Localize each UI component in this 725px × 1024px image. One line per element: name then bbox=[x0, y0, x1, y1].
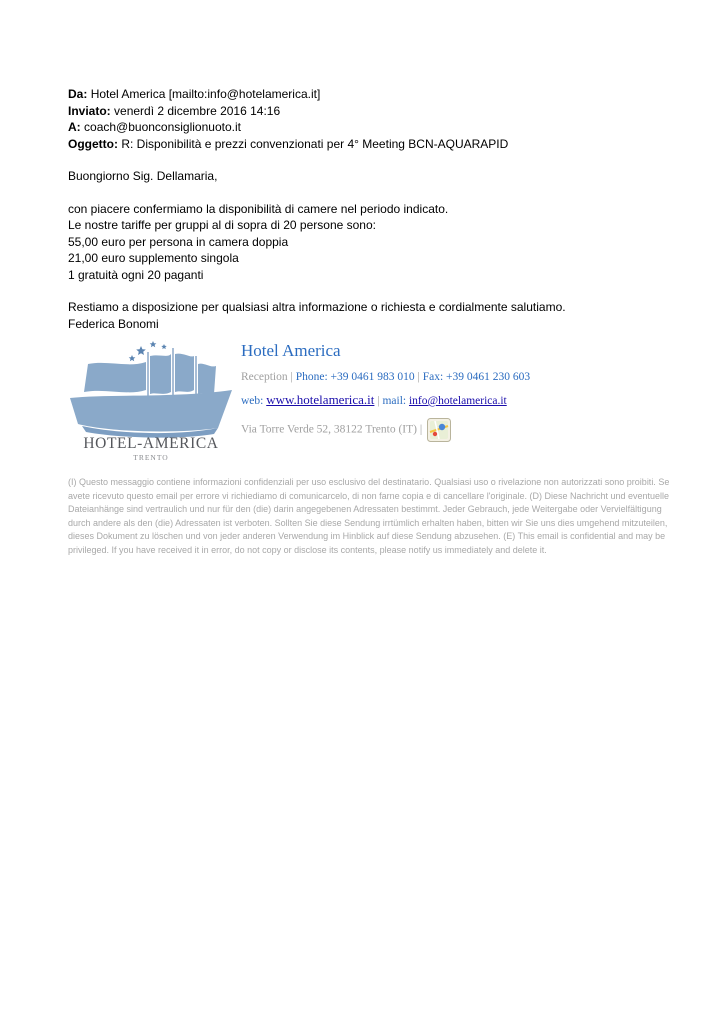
fax: Fax: +39 0461 230 603 bbox=[422, 371, 531, 383]
hotel-name: Hotel America bbox=[241, 341, 341, 360]
contact-line bbox=[241, 370, 530, 384]
reception-label: Reception bbox=[241, 371, 288, 383]
to-label: A: bbox=[68, 120, 81, 134]
hotel-logo bbox=[68, 338, 234, 462]
separator: | bbox=[377, 395, 380, 407]
subject-value: R: Disponibilità e prezzi convenzionati per 4° Meeting BCN-AQUARAPID bbox=[121, 136, 509, 151]
email-body bbox=[68, 168, 688, 332]
body-line: con piacere confermiamo la disponibilità di camere nel periodo indicato. bbox=[68, 201, 449, 216]
body-line: 21,00 euro supplemento singola bbox=[68, 251, 239, 265]
logo-text: HOTEL-AMERICA bbox=[83, 435, 219, 452]
email-signature bbox=[68, 338, 688, 466]
from-label: Da: bbox=[68, 87, 88, 101]
body-line: 1 gratuità ogni 20 paganti bbox=[68, 267, 204, 282]
separator: | bbox=[419, 423, 423, 436]
to-value[interactable]: coach@buonconsiglionuoto.it bbox=[84, 120, 241, 134]
address: Via Torre Verde 52, 38122 Trento (IT) bbox=[241, 423, 417, 436]
address-line bbox=[241, 418, 530, 442]
sent-label: Inviato: bbox=[68, 103, 111, 118]
closing: Restiamo a disposizione per qualsiasi altra informazione o richiesta e cordialmente salutiamo. bbox=[68, 300, 566, 314]
separator: | bbox=[290, 371, 293, 383]
body-line: 55,00 euro per persona in camera doppia bbox=[68, 234, 289, 249]
map-icon[interactable] bbox=[427, 418, 451, 442]
signature-info bbox=[241, 340, 530, 442]
body-line: Le nostre tariffe per gruppi al di sopra di 20 persone sono: bbox=[68, 218, 376, 232]
web-line bbox=[241, 393, 530, 408]
subject-label: Oggetto: bbox=[68, 136, 118, 151]
sent-value: venerdì 2 dicembre 2016 14:16 bbox=[114, 103, 281, 118]
from-value[interactable]: Hotel America [mailto:info@hotelamerica.it] bbox=[90, 87, 321, 101]
mail-label: mail: bbox=[382, 395, 407, 407]
from-line bbox=[68, 86, 688, 103]
email-header bbox=[68, 86, 688, 152]
greeting: Buongiorno Sig. Dellamaria, bbox=[68, 169, 218, 183]
phone[interactable]: Phone: +39 0461 983 010 bbox=[295, 371, 415, 383]
web-label: web: bbox=[241, 395, 264, 407]
web-link[interactable]: www.hotelamerica.it bbox=[266, 392, 375, 407]
sent-line bbox=[68, 103, 688, 120]
mail-link[interactable]: info@hotelamerica.it bbox=[408, 395, 507, 407]
subject-line bbox=[68, 136, 688, 153]
email-document bbox=[68, 86, 688, 557]
legal-disclaimer: (I) Questo messaggio contiene informazioni confidenziali per uso esclusivo del destinatario. Qualsiasi uso o rivelazione non autorizzati sono proibiti. Se avete ricevuto questo email per errore vi richiediamo di comunicarcelo, di non farne copia e di cancellare l'originale. (D) Diese Nachricht und eventuelle Dateianhänge sind vertraulich und nur für den (die) darin angegebenen Adressaten bestimmt. Jeder Gebrauch, jede Weitergabe oder Vervielfältigung durch andere als den (die) Adressaten ist verboten. Sollten Sie diese Sendung irrtümlich erhalten haben, bitten wir Sie uns dies umgehend mitzuteilen, dieses Dokument zu löschen und von jeder anderen Verwendung im Hinblick auf diese Sendung abzusehen. (E) This email is confidential and may be privileged. If you have received it in error, do not copy or disclose its contents, please notify us immediately and delete it. bbox=[68, 477, 670, 555]
separator: | bbox=[417, 371, 420, 383]
signature-name: Federica Bonomi bbox=[68, 316, 159, 331]
to-line bbox=[68, 119, 688, 136]
logo-subtext: TRENTO bbox=[133, 453, 169, 462]
